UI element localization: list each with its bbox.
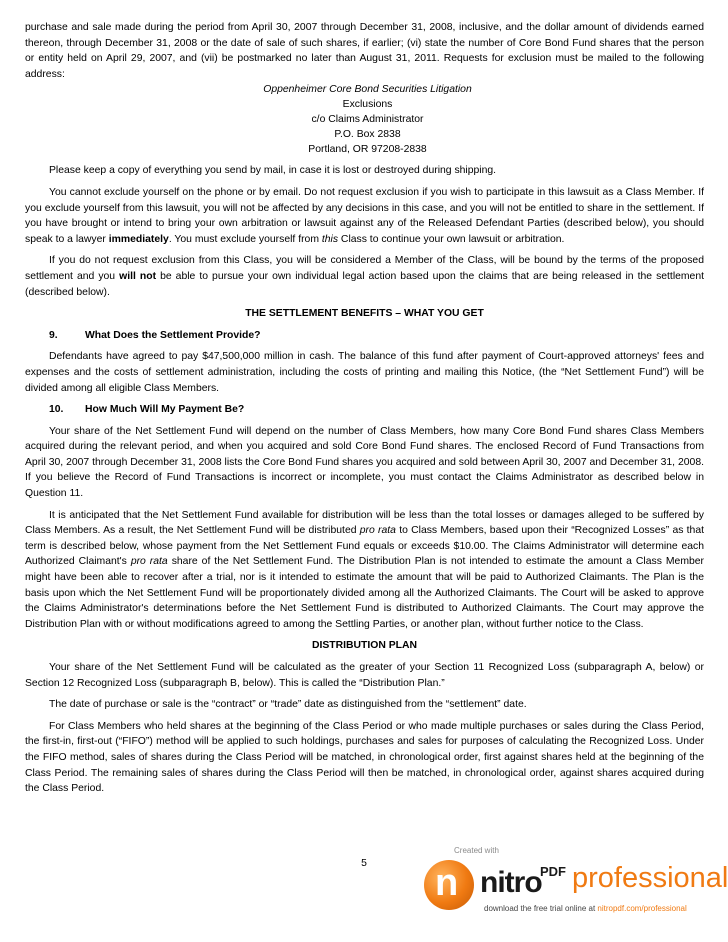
paragraph-cannot-exclude-by-phone (25, 185, 704, 247)
address-line-po-box: P.O. Box 2838 (334, 129, 401, 141)
question-title: How Much Will My Payment Be? (85, 404, 245, 416)
section-heading-distribution-plan: DISTRIBUTION PLAN (311, 640, 418, 652)
paragraph-exclusion-requirements: purchase and sale made during the period from April 30, 2007 through December 31, 2008, inclusive, and the dollar amount of dividends earned thereon, through December 31, 2008 or the date of sale of such shares, if earlier; (vi) state the number of Core Bond Fund shares that the person or entity held on April 29, 2007, and (vii) be postmarked no later than August 31, 2011. Requests for exclusion must be mailed to the following address: (25, 22, 704, 80)
nitro-pdf-watermark (424, 846, 728, 938)
paragraph-share-depends: Your share of the Net Settlement Fund will depend on the number of Class Members, how many Core Bond Fund shares Class Members acquired during the relevant period, and when you acquired and sold Core Bond Fund shares. The enclosed Record of Fund Transactions from April 30, 2007 through December 31, 2008 lists the Core Bond Fund shares you acquired and sold between April 30, 2007 and December 31, 2008. If you believe the Record of Fund Transactions is incorrect or incomplete, you must contact the Claims Administrator as described below in Question 11. (25, 425, 704, 500)
trial-url: nitropdf.com/professional (597, 904, 687, 913)
text-run: You cannot exclude yourself on the phone or by email. Do not request exclusion if you wish to participate in this lawsuit as a Class Member. If you exclude yourself from this lawsuit, you will not be affected by any decisions in this case, and you will not be entitled to share in the settlement. If you have brought or intend to bring your own arbitration or lawsuit against any of the Released Defendant Parties (described below), you should speak to a lawyer (25, 186, 704, 245)
paragraph-trade-date: The date of purchase or sale is the “contract” or “trade” date as distinguished from the “settlement” date. (49, 699, 527, 711)
watermark-professional: professional (572, 862, 728, 894)
paragraph-class-member-bound (25, 253, 704, 300)
address-line-exclusions: Exclusions (342, 99, 393, 111)
emphasis-pro-rata: pro rata (359, 525, 396, 537)
watermark-trial-text (484, 904, 687, 913)
page-number: 5 (361, 858, 367, 869)
nitro-logo-icon (424, 860, 474, 910)
question-number: 9. (49, 329, 58, 341)
paragraph-settlement-provides: Defendants have agreed to pay $47,500,000 million in cash. The balance of this fund after payment of Court-approved attorneys' fees and expenses and the costs of settlement administration, including the costs of printing and mailing this Notice, (the “Net Settlement Fund”) will be divided among all eligible Class Members. (25, 351, 704, 394)
watermark-pdf: PDF (540, 864, 566, 879)
emphasis-pro-rata: pro rata (130, 556, 168, 568)
text-run: If you do not request exclusion from this Class, you will be considered a Member of the Class, will be bound by the terms of the proposed settlement and you (25, 255, 704, 282)
exclusion-mailing-address (180, 82, 555, 157)
question-title: What Does the Settlement Provide? (85, 329, 261, 341)
question-heading-9 (25, 328, 704, 344)
emphasis-this: this (321, 233, 339, 245)
text-run: Class to continue your own lawsuit or arbitration. (338, 233, 565, 245)
emphasis-immediately: immediately (108, 233, 169, 245)
address-line-litigation: Oppenheimer Core Bond Securities Litigation (263, 84, 472, 96)
page-body (25, 20, 704, 797)
paragraph-distribution-plan: Your share of the Net Settlement Fund will be calculated as the greater of your Section 11 Recognized Loss (subparagraph A, below) or Section 12 Recognized Loss (subparagraph B, below). This is called the “Distribution Plan.” (25, 662, 704, 689)
emphasis-will-not: will not (119, 270, 157, 282)
logo-letter: n (435, 862, 459, 904)
text-run: be able to pursue your own individual legal action based upon the claims that are being released in the settlement (described below). (25, 270, 705, 298)
address-line-claims-admin: c/o Claims Administrator (311, 114, 424, 126)
section-heading-settlement-benefits: THE SETTLEMENT BENEFITS – WHAT YOU GET (245, 308, 484, 320)
text-run: . You must exclude yourself from (168, 233, 322, 245)
paragraph-keep-copy: Please keep a copy of everything you send by mail, in case it is lost or destroyed during shipping. (49, 165, 497, 177)
text-run: to Class Members, based upon their “Recognized Losses” as that term is described below, whose payment from the Net Settlement Fund equals or exceeds $10.00. The Claims Administrator will determine each Authorized Claimant's (25, 525, 705, 568)
address-line-city: Portland, OR 97208-2838 (308, 144, 427, 156)
question-number: 10. (49, 404, 64, 416)
text-run: share of the Net Settlement Fund. The Distribution Plan is not intended to estimate the amount a Class Member might have been able to recover after a trial, nor is it intended to estimate the amount that will be paid to Authorized Claimants. The Plan is the basis upon which the Net Settlement Fund will be proportionately divided among all the Authorized Claimants. The Court will be asked to approve the Claims Administrator's determinations before the Net Settlement Fund is distributed to Authorized Claimants. The Court may approve the Distribution Plan with or without modifications agreed to among the Settling Parties, or another plan, without further notice to the Class. (25, 556, 704, 630)
paragraph-fifo-method: For Class Members who held shares at the beginning of the Class Period or who made multiple purchases or sales during the Class Period, the first-in, first-out (“FIFO”) method will be applied to such holdings, purchases and sales for purposes of calculating the Recognized Loss. Under the FIFO method, sales of shares during the Class Period will be matched, in chronological order, first against shares held at the beginning of the Class Period. The remaining sales of shares during the Class Period will then be matched, in chronological order, against shares acquired during the Class Period. (25, 720, 704, 795)
watermark-created-with: Created with (454, 846, 499, 855)
text-run: It is anticipated that the Net Settlement Fund available for distribution will be less than the total losses or damages alleged to be suffered by Class Members. As a result, the Net Settlement Fund will be distributed (25, 509, 704, 537)
trial-text: download the free trial online at (484, 904, 598, 913)
watermark-brand: nitro (480, 866, 542, 899)
question-heading-10 (25, 402, 704, 418)
paragraph-pro-rata-distribution (25, 508, 704, 633)
